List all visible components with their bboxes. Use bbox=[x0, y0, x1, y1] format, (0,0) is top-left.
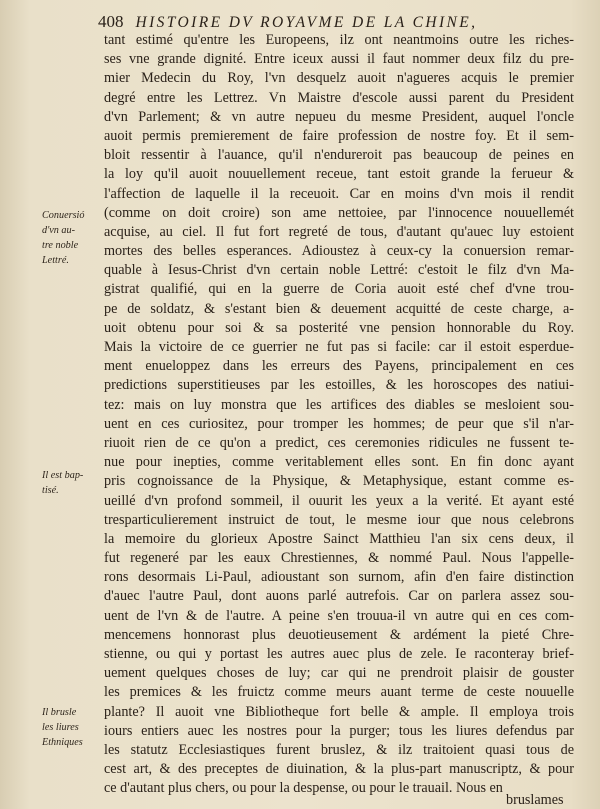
margin-note-line: Ethniques bbox=[42, 737, 83, 748]
margin-note-burning bbox=[42, 706, 102, 751]
text-line: pris cognoissance de la Physique, & Metaphysique, estant comme es- bbox=[104, 473, 574, 490]
text-line: bloit ressentir à l'auance, qu'il n'endureroit pas beaucoup de peines en bbox=[104, 147, 574, 164]
text-line: auoit permis premierement de faire profession de nostre foy. Et il sem- bbox=[104, 127, 574, 144]
text-line: pe de soldatz, & s'estant bien & deuement acquitté de ceste charge, a- bbox=[104, 300, 574, 317]
catchword: bruslames bbox=[506, 792, 564, 808]
text-line: mencemens honnorast plus deuotieusement & ardément la pieté Chre- bbox=[104, 626, 574, 643]
text-line: uent en ces curiositez, pour tromper les hommes; de peur que s'il n'ar- bbox=[104, 415, 574, 432]
text-line: fut regeneré par les eaux Chrestiennes, & nommé Paul. Nous l'appelle- bbox=[104, 550, 574, 567]
margin-note-line: tre noble bbox=[42, 240, 79, 251]
text-line: uoit obtenu pour soi & sa posterité vne pension honnorable du Roy. bbox=[104, 319, 574, 336]
running-title: HISTOIRE DV ROYAVME DE LA CHINE, bbox=[135, 14, 478, 31]
text-line: d'auec l'autre Paul, dont auons parlé autrefois. Car on parlera assez sou- bbox=[104, 588, 574, 605]
margin-note-line: Il est bap- bbox=[42, 470, 84, 481]
text-line: plante? Il auoit vne Bibliotheque fort belle & ample. Il employa trois bbox=[104, 703, 574, 720]
text-line: ses vne grande dignité. Entre iceux aussi il faut nommer deux filz du pre- bbox=[104, 51, 574, 68]
text-line: stienne, ou qui y portast les autres auec plus de zele. Ie raconteray brief- bbox=[104, 646, 574, 662]
text-line: ueillé d'vn profond sommeil, il ouurit les yeux a la verité. Et ayant esté bbox=[104, 492, 574, 509]
text-line: ment enueloppez dans les erreurs des Payens, principalement en ces bbox=[104, 358, 574, 375]
page-number: 408 bbox=[98, 12, 124, 31]
text-line: d'vn Parlement; & vn autre nepueu du mesme President, auquel l'oncle bbox=[104, 108, 574, 125]
text-line: riuoit rien de ce qu'on a predict, ces ceremonies ridicules ne fussent te- bbox=[104, 434, 574, 451]
main-text bbox=[104, 31, 574, 799]
text-line: predictions superstitieuses par les estoilles, & les horoscopes des natiui- bbox=[104, 377, 574, 394]
margin-note-line: Conuersió bbox=[42, 210, 85, 221]
text-line: uement quelques choses de luy; car qui ne prendroit plaisir de gouster bbox=[104, 665, 574, 682]
text-line: (comme on doit croire) son ame nettoiee, par l'innocence nouuellemét bbox=[104, 204, 574, 221]
margin-note-line: tisé. bbox=[42, 485, 59, 496]
text-line: la loy qu'il auoit nouuellement receue, tant estoit grande la ferueur & bbox=[104, 166, 574, 183]
text-line: mortes des belles esperances. Adioustez à ceux-cy la conuersion remar- bbox=[104, 243, 574, 260]
text-line: nue pour inepties, comme veritablement elles sont. En fin donc ayant bbox=[104, 454, 574, 471]
margin-note-line: Lettré. bbox=[42, 255, 69, 266]
text-line: gistrat qualifié, qui en la guerre de Coria auoit esté chef d'vne trou- bbox=[104, 281, 574, 298]
text-line: degré entre les Lettrez. Vn Maistre d'escole aussi parent du President bbox=[104, 89, 574, 106]
text-line: tant estimé qu'entre les Europeens, ilz ont neantmoins outre les riches- bbox=[104, 32, 574, 48]
margin-note-line: Il brusle bbox=[42, 707, 77, 718]
text-line: quable à Iesus-Christ d'vn certain noble Lettré: c'estoit le filz d'vn Ma- bbox=[104, 262, 574, 279]
margin-note-baptism bbox=[42, 469, 102, 499]
text-line: cest art, & des preceptes de diuination, & la plus-part manuscriptz, & pour bbox=[104, 761, 574, 778]
text-line: mier Medecin du Roy, l'vn desquelz auoit n'agueres acquis le premier bbox=[104, 70, 574, 87]
text-line: ce d'autant plus chers, ou pour la despense, ou pour le trauail. Nous en bbox=[104, 780, 503, 797]
text-line: la memoire du glorieux Apostre Sainct Matthieu l'an six cens deux, il bbox=[104, 530, 574, 547]
margin-note-line: les liures bbox=[42, 722, 79, 733]
text-line: iours entiers auec les nostres pour la purger; tous les liures defendus par bbox=[104, 722, 574, 739]
text-line: tresparticulierement instruict de tout, le mesme iour que nous celebrons bbox=[104, 511, 574, 528]
margin-note-line: d'vn au- bbox=[42, 225, 76, 236]
text-line: Mais la victoire de ce guerrier ne fut pas si facile: car il estoit esperdue- bbox=[104, 339, 574, 355]
text-line: l'affection de laquelle il la receuoit. Car en moins d'vn mois il rendit bbox=[104, 185, 574, 202]
text-line: acquise, au ciel. Il fut fort regreté de tous, d'autant qu'auec luy estoient bbox=[104, 223, 574, 240]
text-line: uent de l'vn & de l'autre. A peine s'en trouua-il vn autre qui en ces com- bbox=[104, 607, 574, 624]
text-line: les statutz Ecclesiastiques furent bruslez, & ilz traitoient quasi tous de bbox=[104, 741, 574, 758]
text-line: les premices & les fruictz comme meurs auant terme de ceste nouuelle bbox=[104, 684, 574, 701]
text-line: rons desormais Li-Paul, adioustant son surnom, afin d'en faire distinction bbox=[104, 569, 574, 586]
margin-note-conversion bbox=[42, 209, 102, 269]
text-line: tez: mais on luy monstra que les artifices des diables se mesloient sou- bbox=[104, 396, 574, 413]
